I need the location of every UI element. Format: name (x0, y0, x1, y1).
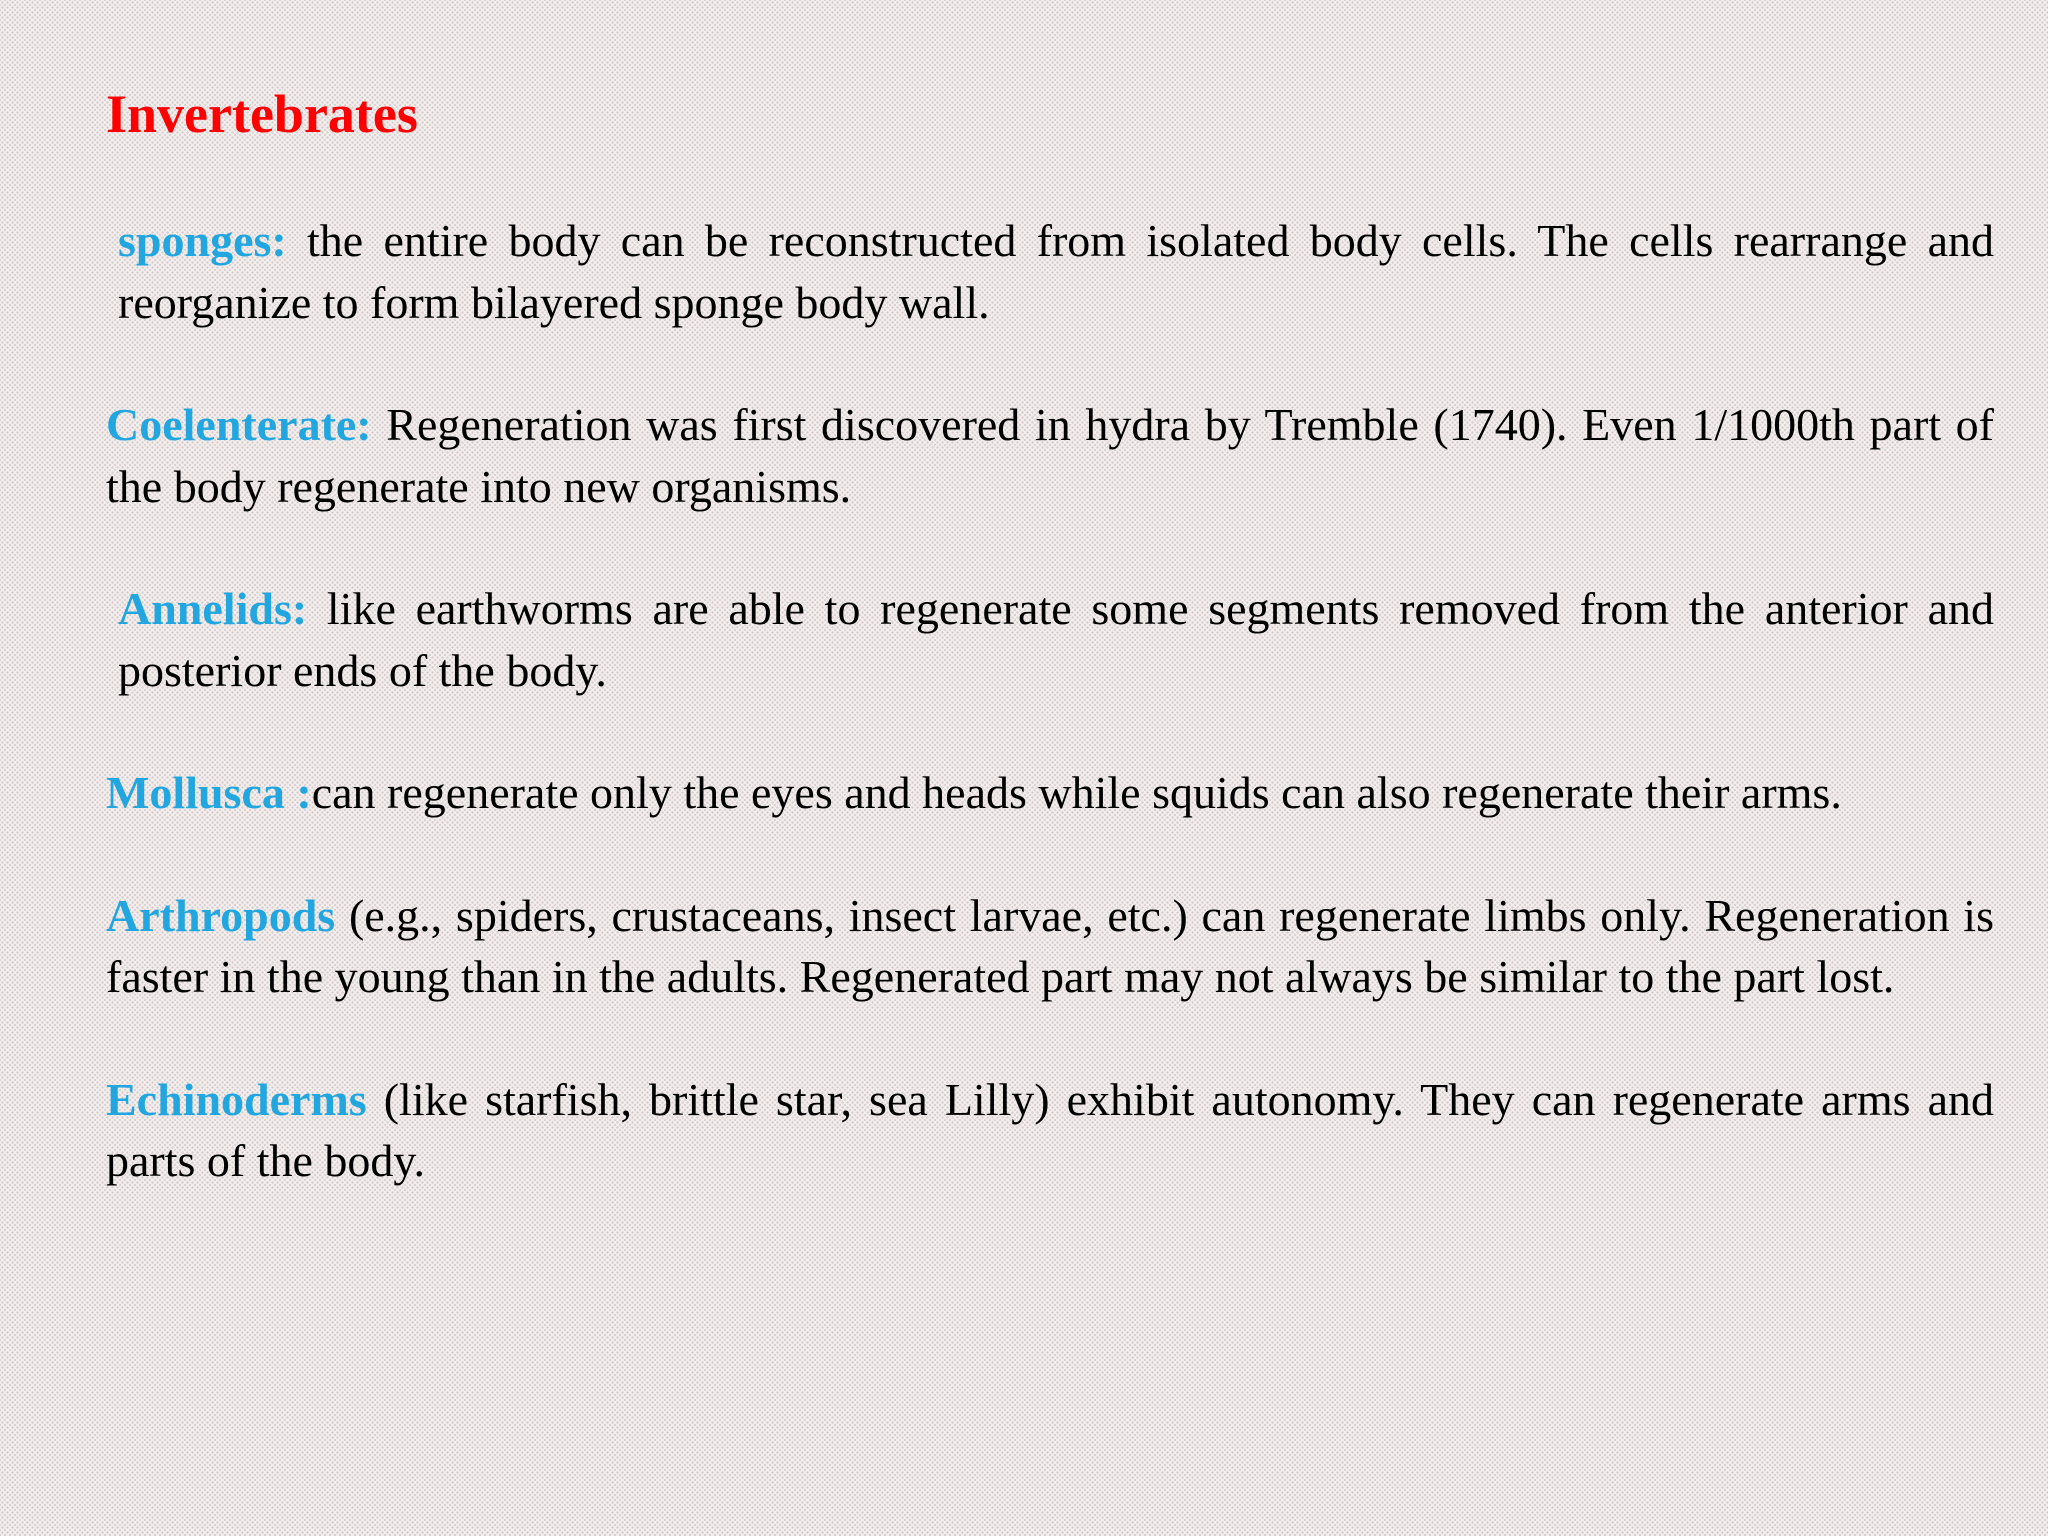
slide-body (106, 210, 1994, 1253)
description-mollusca: can regenerate only the eyes and heads while squids can also regenerate their arms. (311, 767, 1842, 818)
description-coelenterate: Regeneration was first discovered in hydra by Tremble (1740). Even 1/1000th part of the body regenerate into new organisms. (106, 399, 1994, 512)
term-annelids: Annelids: (118, 583, 308, 634)
paragraph-mollusca (106, 762, 1994, 824)
slide-title: Invertebrates (106, 84, 418, 144)
paragraph-annelids (106, 578, 1994, 701)
term-echinoderms: Echinoderms (106, 1073, 367, 1125)
paragraph-arthropods (106, 885, 1994, 1008)
description-annelids: like earthworms are able to regenerate some segments removed from the anterior and posterior ends of the body. (118, 583, 1994, 696)
term-coelenterate: Coelenterate: (106, 399, 372, 450)
term-arthropods: Arthropods (106, 889, 336, 941)
paragraph-coelenterate (106, 394, 1994, 517)
paragraph-echinoderms (106, 1069, 1994, 1192)
description-arthropods: (e.g., spiders, crustaceans, insect larvae, etc.) can regenerate limbs only. Regeneration is faster in the young than in the adults. Regenerated part may not always be similar to the part lost. (106, 889, 1994, 1002)
term-mollusca: Mollusca : (106, 767, 312, 818)
description-sponges: the entire body can be reconstructed from isolated body cells. The cells rearrange and reorganize to form bilayered sponge body wall. (118, 215, 1994, 328)
paragraph-sponges (106, 210, 1994, 333)
term-sponges: sponges: (118, 215, 287, 266)
description-echinoderms: (like starfish, brittle star, sea Lilly) exhibit autonomy. They can regenerate arms and parts of the body. (106, 1073, 1994, 1186)
